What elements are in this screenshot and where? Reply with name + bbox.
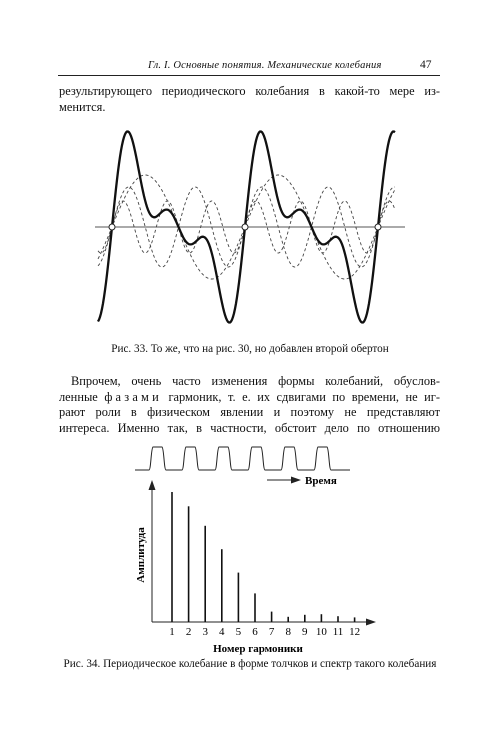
time-label: Время (305, 475, 337, 487)
zero-crossing-marker (242, 224, 248, 230)
x-tick-label: 6 (252, 626, 258, 638)
paragraph-line: Впрочем, очень часто изменения формы колебаний, обуслов- (71, 374, 440, 388)
paragraph-continuation (59, 84, 440, 115)
x-axis-arrow-icon (366, 619, 376, 626)
x-tick-label: 4 (219, 626, 225, 638)
paragraph-body (59, 374, 440, 436)
paragraph-line: менится. (59, 99, 106, 114)
x-tick-label: 3 (202, 626, 208, 638)
x-tick-label: 7 (268, 626, 275, 638)
paragraph-line: результирующего периодического колебания в какой-то мере из- (59, 84, 440, 98)
x-tick-label: 8 (285, 626, 291, 638)
text-fragment: ленные (59, 389, 98, 404)
x-tick-label: 9 (302, 626, 308, 638)
paragraph-line: рают роли в физическом явлении и поэтому не представляют (59, 405, 440, 419)
x-tick-label: 5 (235, 626, 242, 638)
header-divider (58, 75, 440, 76)
figure-33-waveform (95, 115, 405, 335)
pulse-train-line (135, 447, 350, 470)
x-tick-label: 1 (169, 626, 175, 638)
y-axis-arrow-icon (149, 480, 156, 490)
y-axis-label: Амплитуда (135, 527, 147, 583)
paragraph-line: интереса. Именно так, в частности, обстоит дело по отношению (59, 420, 440, 435)
page-number: 47 (420, 59, 432, 71)
figure-34-spectrum-chart (130, 480, 390, 660)
x-tick-label: 12 (349, 626, 361, 638)
paragraph-line (59, 390, 440, 406)
x-tick-label: 2 (185, 626, 192, 638)
figure-33-caption: Рис. 33. То же, что на рис. 30, но добавлен второй обертон (111, 343, 389, 355)
zero-crossing-marker (375, 224, 381, 230)
x-tick-label: 11 (332, 626, 344, 638)
running-header-chapter: Гл. I. Основные понятия. Механические колебания (148, 60, 382, 71)
x-axis-label: Номер гармоники (213, 643, 303, 655)
figure-34-caption: Рис. 34. Периодическое колебание в форме толчков и спектр такого колебания (63, 658, 437, 670)
spaced-term: фазами (104, 389, 162, 404)
x-tick-label: 10 (315, 626, 327, 638)
zero-crossing-marker (109, 224, 115, 230)
text-fragment: гармоник, т. е. их сдвигами по времени, не иг- (168, 389, 440, 404)
